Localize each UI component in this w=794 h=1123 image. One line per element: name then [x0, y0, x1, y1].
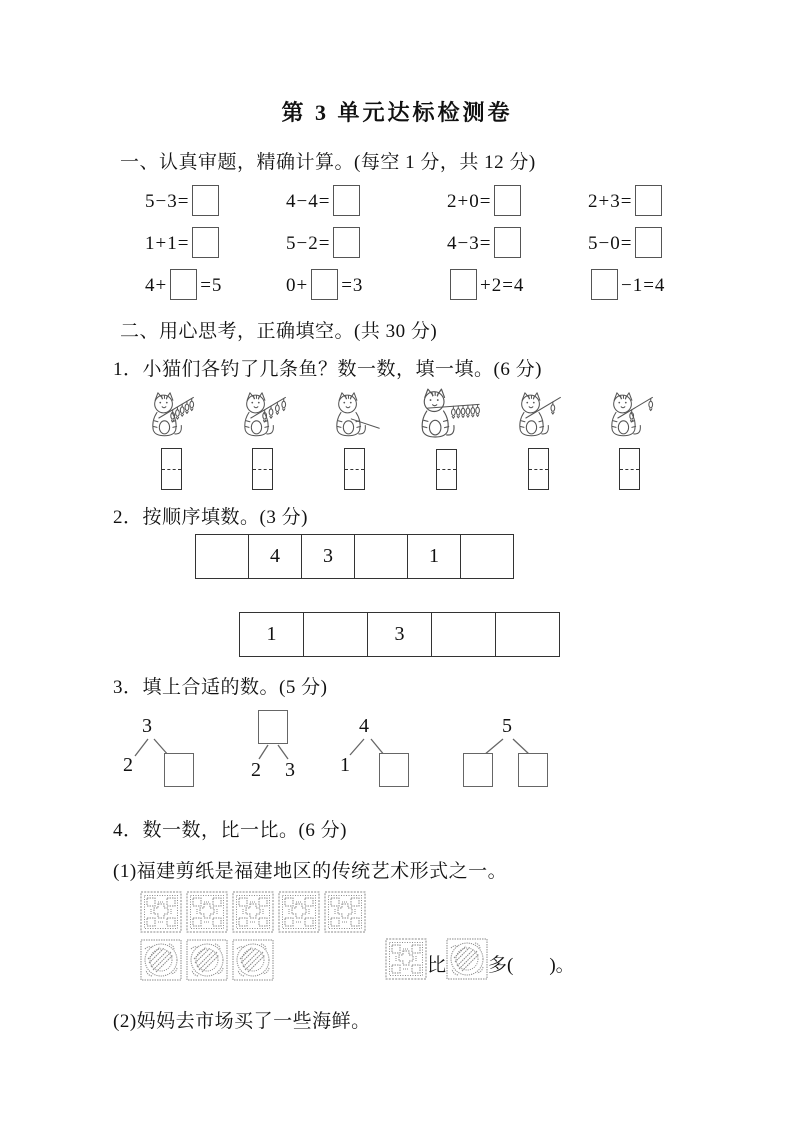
equation: [588, 185, 665, 216]
cat-illustration: [508, 390, 568, 446]
equation-text: 5−0=: [588, 233, 633, 254]
equation-text: 5−3=: [145, 191, 190, 212]
table-cell-blank[interactable]: [495, 613, 559, 656]
dashed-line: [345, 469, 364, 470]
answer-box[interactable]: [463, 753, 493, 787]
question4-part2-text: (2)妈妈去市场买了一些海鲜。: [113, 1011, 371, 1032]
number-bond-4: [450, 712, 562, 807]
table-cell-value: 1: [266, 623, 277, 645]
table-cell-blank[interactable]: [431, 613, 495, 656]
answer-box[interactable]: [161, 448, 182, 490]
question1-label: 1．小猫们各钓了几条鱼？数一数，填一填。(6 分): [113, 359, 542, 380]
papercut-round-pattern: [186, 939, 228, 981]
cat-with-fish: [128, 386, 214, 490]
compare-duo-text: 多(: [488, 955, 514, 976]
cat-illustration: [325, 390, 385, 446]
papercut-round-pattern: [140, 939, 182, 981]
answer-box[interactable]: [311, 269, 338, 300]
answer-box[interactable]: [494, 185, 521, 216]
equation: [145, 185, 222, 216]
bond-number: 2: [123, 754, 133, 776]
page-title: 第 3 单元达标检测卷: [281, 100, 513, 125]
question3-label: 3．填上合适的数。(5 分): [113, 677, 328, 698]
bond-number: 3: [142, 715, 152, 737]
equation: [447, 227, 524, 258]
equation-text: 1+1=: [145, 233, 190, 254]
table-cell-blank[interactable]: [196, 535, 248, 578]
cat-with-fish: [312, 386, 398, 490]
table-cell-value: 3: [301, 535, 354, 578]
papercut-row-square: [140, 891, 366, 933]
table-cell-value: 3: [367, 613, 431, 656]
answer-box[interactable]: [591, 269, 618, 300]
number-sequence-table-2: [239, 612, 560, 657]
answer-box[interactable]: [450, 269, 477, 300]
table-cell-value: 1: [407, 535, 460, 578]
papercut-square-pattern-icon: [385, 938, 427, 980]
equation-text: +2=4: [480, 275, 525, 296]
equation-text: 4−4=: [286, 191, 331, 212]
dashed-line: [529, 469, 548, 470]
answer-box[interactable]: [170, 269, 197, 300]
equation-text: 0+: [286, 275, 309, 296]
number-bond-3: [335, 712, 447, 807]
answer-box[interactable]: [635, 185, 662, 216]
cat-illustration: [233, 390, 293, 446]
papercut-square-pattern: [232, 891, 274, 933]
answer-box[interactable]: [333, 185, 360, 216]
question4-label: 4．数一数，比一比。(6 分): [113, 820, 347, 841]
cat-with-fish: [587, 386, 673, 490]
answer-box[interactable]: [619, 448, 640, 490]
papercut-square-pattern: [140, 891, 182, 933]
answer-box[interactable]: [164, 753, 194, 787]
cat-illustration: [600, 390, 660, 446]
equation: [588, 227, 665, 258]
equation-text: 5−2=: [286, 233, 331, 254]
cat-illustration: [141, 390, 201, 446]
compare-sentence: [385, 938, 575, 980]
papercut-round-pattern-icon: [446, 938, 488, 980]
question2-label: 2．按顺序填数。(3 分): [113, 507, 308, 528]
papercut-round-pattern: [232, 939, 274, 981]
number-bond-1: [120, 712, 232, 807]
table-cell-blank[interactable]: [303, 613, 367, 656]
answer-box[interactable]: [436, 449, 457, 490]
table-cell-value: 4: [248, 535, 301, 578]
answer-box[interactable]: [192, 227, 219, 258]
table-cell-blank[interactable]: [460, 535, 513, 578]
equation: [145, 227, 222, 258]
question4-part1-text: (1)福建剪纸是福建地区的传统艺术形式之一。: [113, 861, 508, 882]
equation: [286, 185, 363, 216]
compare-close-text: )。: [549, 955, 575, 976]
bond-number: 2: [251, 759, 261, 781]
answer-box[interactable]: [333, 227, 360, 258]
equation-text: −1=4: [621, 275, 666, 296]
equation: [145, 269, 222, 300]
equation: [447, 269, 524, 300]
dashed-line: [253, 469, 272, 470]
equation: [286, 269, 363, 300]
section2-heading: 二、用心思考，正确填空。(共 30 分): [120, 321, 438, 342]
equation-text: =5: [200, 275, 223, 296]
cat-with-fish: [403, 386, 489, 490]
compare-bi-text: 比: [427, 955, 447, 976]
answer-box[interactable]: [252, 448, 273, 490]
equation-text: 4−3=: [447, 233, 492, 254]
papercut-square-pattern: [186, 891, 228, 933]
bond-number: 4: [359, 715, 369, 737]
dashed-line: [620, 469, 639, 470]
cat-with-fish: [495, 386, 581, 490]
answer-box[interactable]: [518, 753, 548, 787]
table-cell-blank[interactable]: [354, 535, 407, 578]
equation-text: 2+3=: [588, 191, 633, 212]
papercut-square-pattern: [324, 891, 366, 933]
equation: [588, 269, 665, 300]
equation: [447, 185, 524, 216]
papercut-row-round: [140, 939, 274, 981]
answer-box[interactable]: [528, 448, 549, 490]
equation: [286, 227, 363, 258]
papercut-square-pattern: [278, 891, 320, 933]
dashed-line: [437, 469, 456, 470]
number-sequence-table-1: [195, 534, 514, 579]
answer-box[interactable]: [192, 185, 219, 216]
equation-text: =3: [341, 275, 364, 296]
answer-box[interactable]: [635, 227, 662, 258]
equation-text: 2+0=: [447, 191, 492, 212]
equation-text: 4+: [145, 275, 168, 296]
cat-illustration: [407, 386, 485, 447]
dashed-line: [162, 469, 181, 470]
section1-heading: 一、认真审题，精确计算。(每空 1 分，共 12 分): [120, 152, 536, 173]
cats-row: [128, 386, 673, 490]
answer-box[interactable]: [379, 753, 409, 787]
bond-number: 5: [502, 715, 512, 737]
bond-number: 1: [340, 754, 350, 776]
bond-number: 3: [285, 759, 295, 781]
answer-box[interactable]: [494, 227, 521, 258]
cat-with-fish: [220, 386, 306, 490]
answer-box[interactable]: [344, 448, 365, 490]
equation-grid: [0, 183, 794, 313]
answer-box[interactable]: [258, 710, 288, 744]
